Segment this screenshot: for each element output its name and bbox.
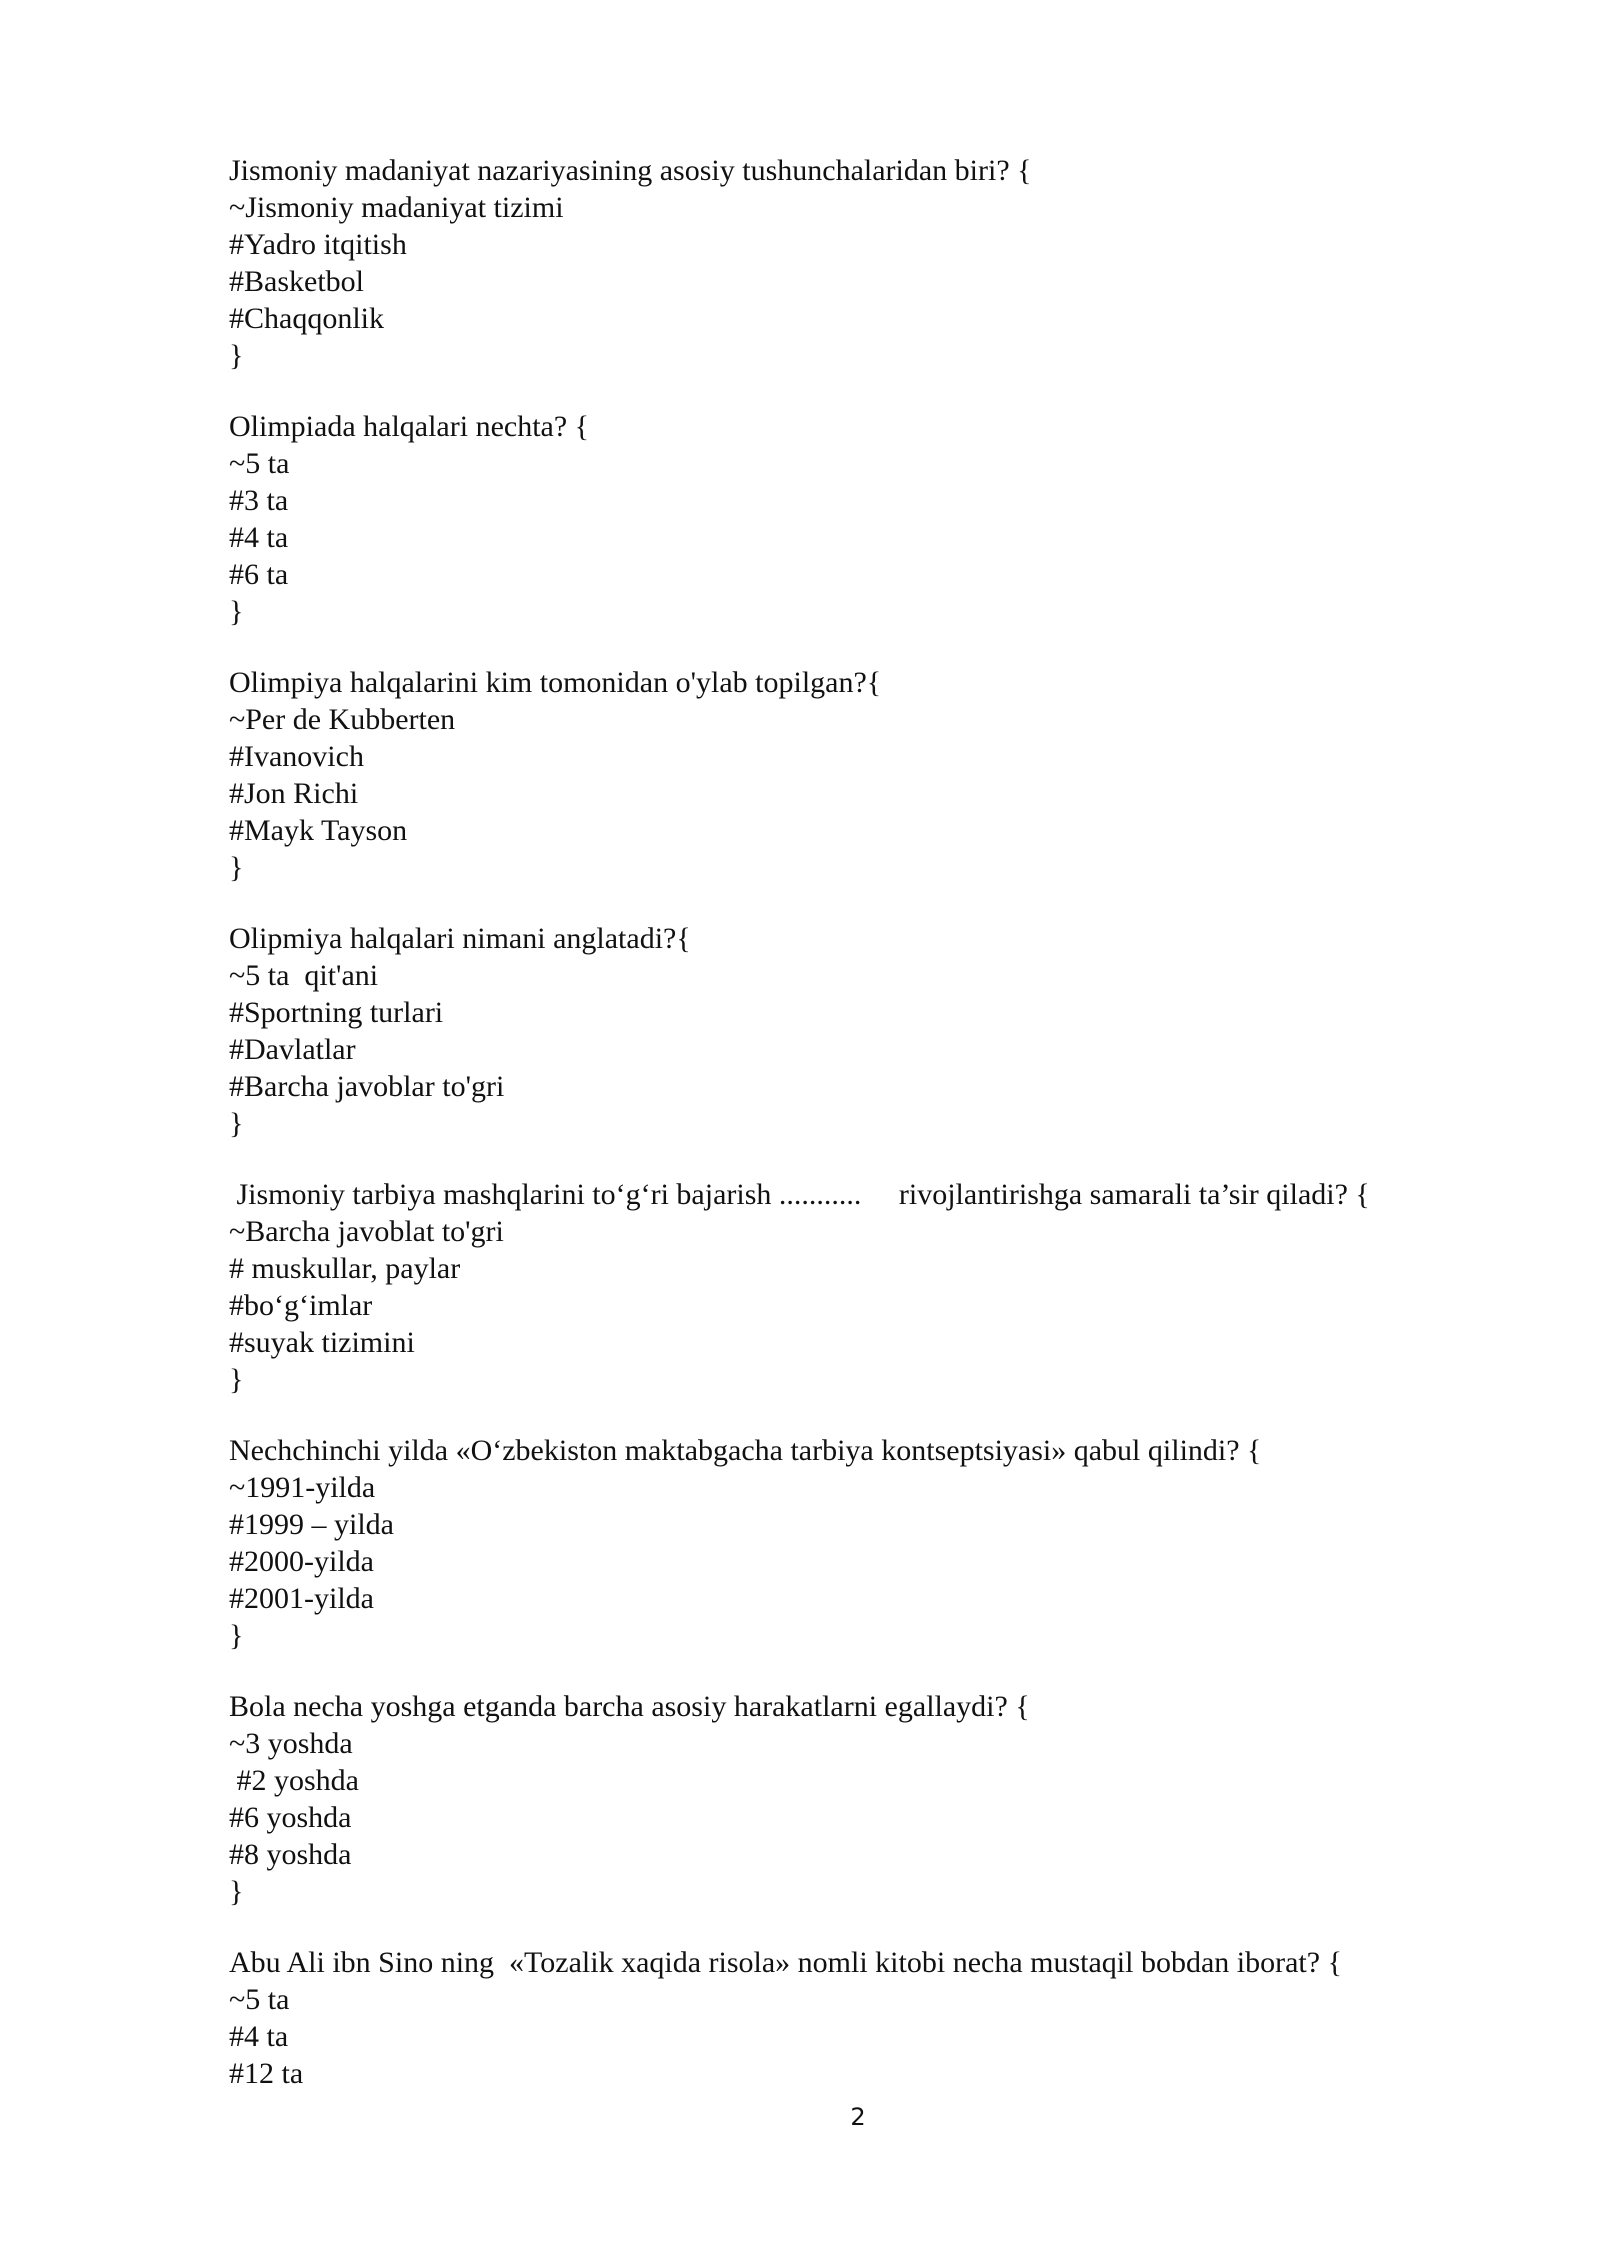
question-block: [229, 1176, 1529, 1398]
answer-option: #Jon Richi: [229, 777, 359, 810]
closing-brace: }: [229, 1363, 244, 1396]
answer-option: #8 yoshda: [229, 1838, 352, 1871]
answer-option: #6 ta: [229, 558, 289, 591]
correct-answer: ~1991-yilda: [229, 1471, 376, 1504]
question-text: Jismoniy madaniyat nazariyasining asosiy tushunchalaridan biri? {: [229, 154, 1032, 187]
answer-option: #1999 – yilda: [229, 1508, 394, 1541]
closing-brace: }: [229, 1875, 244, 1908]
closing-brace: }: [229, 1619, 244, 1652]
correct-answer: ~3 yoshda: [229, 1727, 353, 1760]
answer-option: #Ivanovich: [229, 740, 364, 773]
answer-option: #3 ta: [229, 484, 289, 517]
question-text: Jismoniy tarbiya mashqlarini to‘g‘ri bajarish ........... rivojlantirishga samarali ta’sir qiladi? {: [229, 1178, 1370, 1211]
answer-option: #bo‘g‘imlar: [229, 1289, 373, 1322]
question-block: [229, 920, 1529, 1142]
answer-option: #Barcha javoblar to'gri: [229, 1070, 505, 1103]
correct-answer: ~5 ta: [229, 447, 290, 480]
question-block: [229, 1944, 1529, 2092]
answer-option: #12 ta: [229, 2057, 304, 2090]
answer-option: #6 yoshda: [229, 1801, 352, 1834]
answer-option: #2 yoshda: [229, 1764, 359, 1797]
question-text: Bola necha yoshga etganda barcha asosiy harakatlarni egallaydi? {: [229, 1690, 1030, 1723]
answer-option: #2000-yilda: [229, 1545, 374, 1578]
question-text: Olimpiada halqalari nechta? {: [229, 410, 590, 443]
question-text: Abu Ali ibn Sino ning «Tozalik xaqida risola» nomli kitobi necha mustaqil bobdan iborat? {: [229, 1946, 1342, 1979]
closing-brace: }: [229, 339, 244, 372]
answer-option: #Davlatlar: [229, 1033, 356, 1066]
page-number: 2: [850, 2103, 866, 2131]
closing-brace: }: [229, 851, 244, 884]
correct-answer: ~Barcha javoblat to'gri: [229, 1215, 504, 1248]
answer-option: #2001-yilda: [229, 1582, 374, 1615]
correct-answer: ~5 ta: [229, 1983, 290, 2016]
answer-option: #Chaqqonlik: [229, 302, 384, 335]
correct-answer: ~5 ta qit'ani: [229, 959, 379, 992]
question-text: Olipmiya halqalari nimani anglatadi?{: [229, 922, 691, 955]
answer-option: #4 ta: [229, 521, 289, 554]
answer-option: # muskullar, paylar: [229, 1252, 461, 1285]
question-block: [229, 408, 1529, 630]
answer-option: #Yadro itqitish: [229, 228, 407, 261]
question-block: [229, 152, 1529, 374]
closing-brace: }: [229, 1107, 244, 1140]
question-text: Olimpiya halqalarini kim tomonidan o'ylab topilgan?{: [229, 666, 882, 699]
question-block: [229, 1688, 1529, 1910]
correct-answer: ~Jismoniy madaniyat tizimi: [229, 191, 564, 224]
question-text: Nechchinchi yilda «O‘zbekiston maktabgacha tarbiya kontseptsiyasi» qabul qilindi? {: [229, 1434, 1262, 1467]
answer-option: #Mayk Tayson: [229, 814, 408, 847]
closing-brace: }: [229, 595, 244, 628]
answer-option: #Basketbol: [229, 265, 364, 298]
question-block: [229, 1432, 1529, 1654]
answer-option: #4 ta: [229, 2020, 289, 2053]
correct-answer: ~Per de Kubberten: [229, 703, 456, 736]
page-content: [229, 152, 1529, 2126]
answer-option: #suyak tizimini: [229, 1326, 415, 1359]
answer-option: #Sportning turlari: [229, 996, 444, 1029]
question-block: [229, 664, 1529, 886]
